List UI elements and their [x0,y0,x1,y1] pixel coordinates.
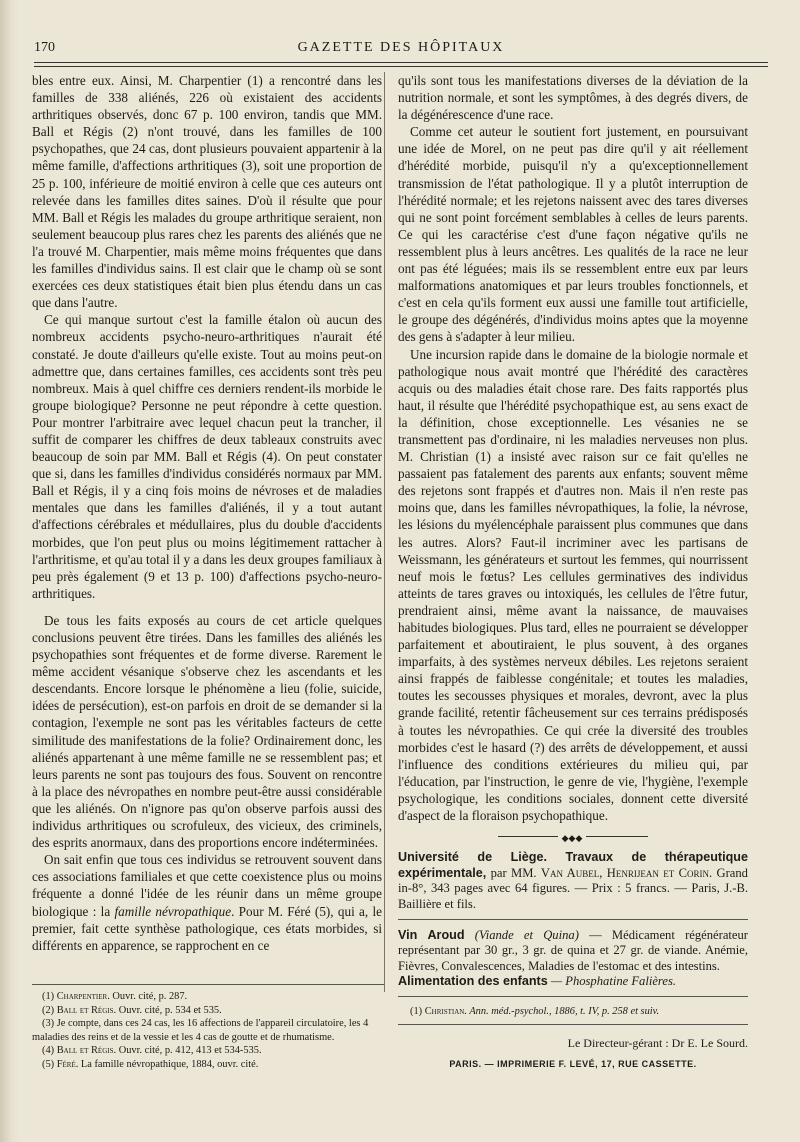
ornament-glyph: ◆◆◆ [558,830,586,847]
footnote-author: Féré [56,1058,76,1070]
footnote-text: . Ann. méd.-psychol., 1886, t. IV, p. 258 et suiv. [464,1005,660,1017]
paragraph: Ce qui manque surtout c'est la famille étalon où aucun des nombreux accidents psycho-neuro-arthritiques n'aurait été constaté. Je doute d'ailleurs qu'elle existe. Tout au moins peut-on admettre que, dans certaines familles, ces accidents sont très peu nombreux. Mais à quel chiffre ces derniers rendent-ils morbide le groupe biologique? Personne ne peut répondre à cette question. Pour montrer l'arbitraire avec lequel chacun peut la trancher, il suffit de comparer les chiffres de deux tableaux construits avec beaucoup de soin par MM. Ball et Régis (4). On peut constater que si, dans les familles d'individus considérés normaux par MM. Ball et Régis, il y a cinq fois moins de névroses et de maladies mentales que dans les familles d'aliénés, il y a tout autant d'affections cérébrales et médullaires, plus du double d'accidents morbides, que l'on peut plus ou moins légitimement rattacher à l'arthritisme, et qu'au total il y a dans les deux groupes familiaux à peu près également (9 et 13 p. 100) d'affections psycho-neuro-arthritiques. [32,312,382,601]
notice-text: — Médicament régénérateur représentant par 30 gr., 3 gr. de quina et 27 gr. de viande. Anémie, Fièvres, Convalescences, Maladies de l'estomac et des intestins. [398,927,748,973]
paragraph [32,851,382,954]
paragraph: De tous les faits exposés au cours de cet article quelques conclusions peuvent être tirées. Dans les familles des aliénés les psychopathies sont fréquentes et de forme diverse. Rarement le même accident vésanique s'observe chez les ascendants et les descendants. Encore lorsque le phénomène a lieu (folie, suicide, idées de persécution), est-on parfois en droit de se demander si la contagion, l'exemple ne sont pas les véritables facteurs de cette similitude des manifestations de la folie? Ordinairement donc, les aliénés appartenant à une même famille ne se ressemblent pas; et leurs parents ne sont pas toujours des fous. Souvent on rencontre à la place des névropathes en nombre peut-être aussi considérable que les aliénés. On n'ignore pas qu'on observe parfois aussi des individus arthritiques ou scrofuleux, des vicieux, des criminels, des esprits anormaux, dans des proportions encore indéterminées. [32,612,382,851]
notice-subtitle: (Viande et Quina) [464,927,579,942]
footnote [398,1005,748,1018]
footnote-rule [32,984,384,985]
signature-rule [398,1024,748,1025]
notice-authors: Van Aubel, Henrijean et Corin [540,865,709,880]
left-column [32,72,382,954]
footnote-text: . Ouvr. cité, p. 412, 413 et 534-535. [113,1045,262,1056]
section-ornament [498,832,648,842]
right-column [398,72,748,1073]
text-run: On sait enfin que tous ces individus se retrouvent souvent dans ces associations familiales et que cette coexistence plus ou moins fréquente a donné l'idée de les réunir dans un même groupe biologique : la [32,852,382,919]
footnote-number: (2) [42,1004,57,1016]
footnote-number: (3) [42,1018,57,1029]
footnote-author: Charpentier [56,991,108,1002]
notice-text: par MM. [486,865,541,880]
footnote-number: (1) [42,991,57,1002]
notice-text: . Grand in-8°, 343 pages avec 64 figures. — Prix : 5 francs. — Paris, J.-B. Baillière et fils. [398,865,748,911]
footnote-number: (1) [410,1005,425,1017]
text-run: . Pour M. Féré (5), qui a, le premier, fait cette synthèse pathologique, ces états morbides, si différents en apparence, se rapprochent en ce [32,903,383,953]
footnote-text: . La famille névropathique, 1884, ouvr. cité. [75,1058,259,1070]
footnotes-left [32,990,384,1071]
footnote-author: Ball et Régis [56,1045,114,1056]
running-title: GAZETTE DES HÔPITAUX [297,40,505,55]
paragraph: bles entre eux. Ainsi, M. Charpentier (1) a rencontré dans les familles de 338 aliénés, 226 où existaient des accidents arthritiques observés, donc 67 p. 100 environ, tandis que MM. Ball et Régis (2) n'ont trouvé, dans les familles de 100 psychopathes, que 24 cas, dont plusieurs pouvaient appartenir à la même famille, d'affections arthritiques (3), soit une proportion de 25 p. 100, inférieure de moitié environ à celle que ces auteurs ont relevée dans les familles dites saines. D'où il résulte que pour MM. Ball et Régis les malades du groupe arthritique seraient, non seulement beaucoup plus rares chez les parents des aliénés que ne l'a trouvé M. Charpentier, mais même moins fréquentes que dans les familles d'individus sains. Il est clair que le champ où se sont exercées ces deux statistiques était bien plus étendu dans un cas que dans l'autre. [32,73,382,311]
footnote [32,1044,384,1058]
emphasis-text: famille névropathique [114,903,232,919]
footnote [32,990,384,1004]
paragraph: Une incursion rapide dans le domaine de la biologie normale et pathologique nous avait montré que l'hérédité des caractères acquis ou des maladies était chose rare. Des faits rapportés plus haut, il résulte que l'hérédité psychopathique est, au sens exact de la définition, chose exceptionnelle. Les vésanies ne se transmettent pas d'ordinaire, ni les maladies nerveuses non plus. M. Christian (1) a insisté avec raison sur ce fait qu'elles ne passaient pas fatalement des parents aux enfants; souvent même des rejetons sont frappés et d'autres non. Mais il n'en reste pas moins que, dans les familles névropathiques, la folie, la névrose, les lésions du myélencéphale paraissent plus communes que dans les autres. Alors? Faut-il incriminer avec les partisans de Weissmann, les générateurs et surtout les femmes, qui nourrissent neuf mois le fœtus? Les cellules germinatives des individus atteints de tares graves ou intoxiqués, les cellules de l'être futur, prendraient ainsi, même avant la naissance, de mauvaises habitudes biologiques. Plus tard, elles ne pourraient se développer parfaitement et aboutiraient, le plus souvent, à des organes imparfaits, à des systèmes nerveux débiles. Les rejetons seraient ainsi frappés de faiblesse congénitale; et toutes les maladies, toutes les secousses physiques et morales, devront, avec la plus grande facilité, retentir fâcheusement sur ces terrains prédisposés à toutes les névropathies. Ce qui crée la diversité des troubles morbides c'est le hasard (?) des arrêts de développement, et aussi l'influence des conditions extérieures du milieu qui, par l'éducation, par l'instruction, le genre de vie, l'hygiène, l'exemple psychologique, les conditions sociales, donnent cette diversité d'aspect de la floraison psychopathique. [398,346,748,824]
director-signature: Le Directeur-gérant : Dr E. Le Sourd. [567,1035,748,1050]
header-rule [34,62,768,67]
footnote-text: . Ouvr. cité, p. 287. [107,991,188,1002]
footnote-author: Ball et Régis [56,1004,114,1016]
notice-text: — Phosphatine Falières. [547,974,677,989]
footnote-author: Christian [424,1005,465,1017]
printer-imprint: PARIS. — IMPRIMERIE F. LEVÉ, 17, RUE CASSETTE. [449,1058,697,1069]
paragraph: qu'ils sont tous les manifestations diverses de la déviation de la nutrition normale, et sont les symptômes, à des degrés divers, de la dégénérescence d'une race. [398,73,748,123]
footnote [32,1058,384,1072]
footnote-number: (5) [42,1058,57,1070]
notice-separator [398,919,748,920]
paragraph: Comme cet auteur le soutient fort justement, en poursuivant une idée de Morel, on ne peut pas dire qu'il y ait réellement d'hérédité morbide, puisqu'il n'y a qu'exceptionnellement transmission de l'état pathologique. Il y a plutôt interruption de l'hérédité normale; et les rejetons naissent avec des tares diverses qui ne sont point forcément semblables à celles de leurs parents. Ce qui les caractérise c'est d'une façon négative qu'ils ne ressemblent plus à leurs ancêtres. Les qualités de la race ne leur ont pas été léguées; mais ils se ressemblent entre eux par leurs malformations anatomiques et par leurs troubles fonctionnels, et c'est en cela qu'ils forment eux aussi une famille tout artificielle, le groupe des dégénérés, d'individus moins aptes que la moyenne des gens à s'adapter à leur milieu. [398,124,748,345]
page-binding-shadow [0,0,18,1142]
footnote [32,1017,384,1044]
notice-title: Université de Liège. Travaux de thérapeutique expérimentale, [398,850,748,880]
notice-title: Alimentation des enfants [398,974,548,989]
notice-alimentation [398,974,748,990]
footnote-text: . Ouvr. cité, p. 534 et 535. [113,1004,222,1016]
page-number: 170 [34,40,55,55]
footnote-text: Je compte, dans ces 24 cas, les 16 affections de l'appareil circulatoire, les 4 maladies des reins et de la vessie et les 4 cas de goutte et de rhumatisme. [32,1018,369,1043]
footnote-number: (4) [42,1045,57,1056]
notice-title: Vin Aroud [398,927,465,942]
column-divider [384,72,385,992]
notice-liege [398,850,748,912]
notice-vin-aroud [398,928,748,975]
footnote [32,1004,384,1018]
footnote-rule [398,996,748,997]
page-header [34,40,768,60]
